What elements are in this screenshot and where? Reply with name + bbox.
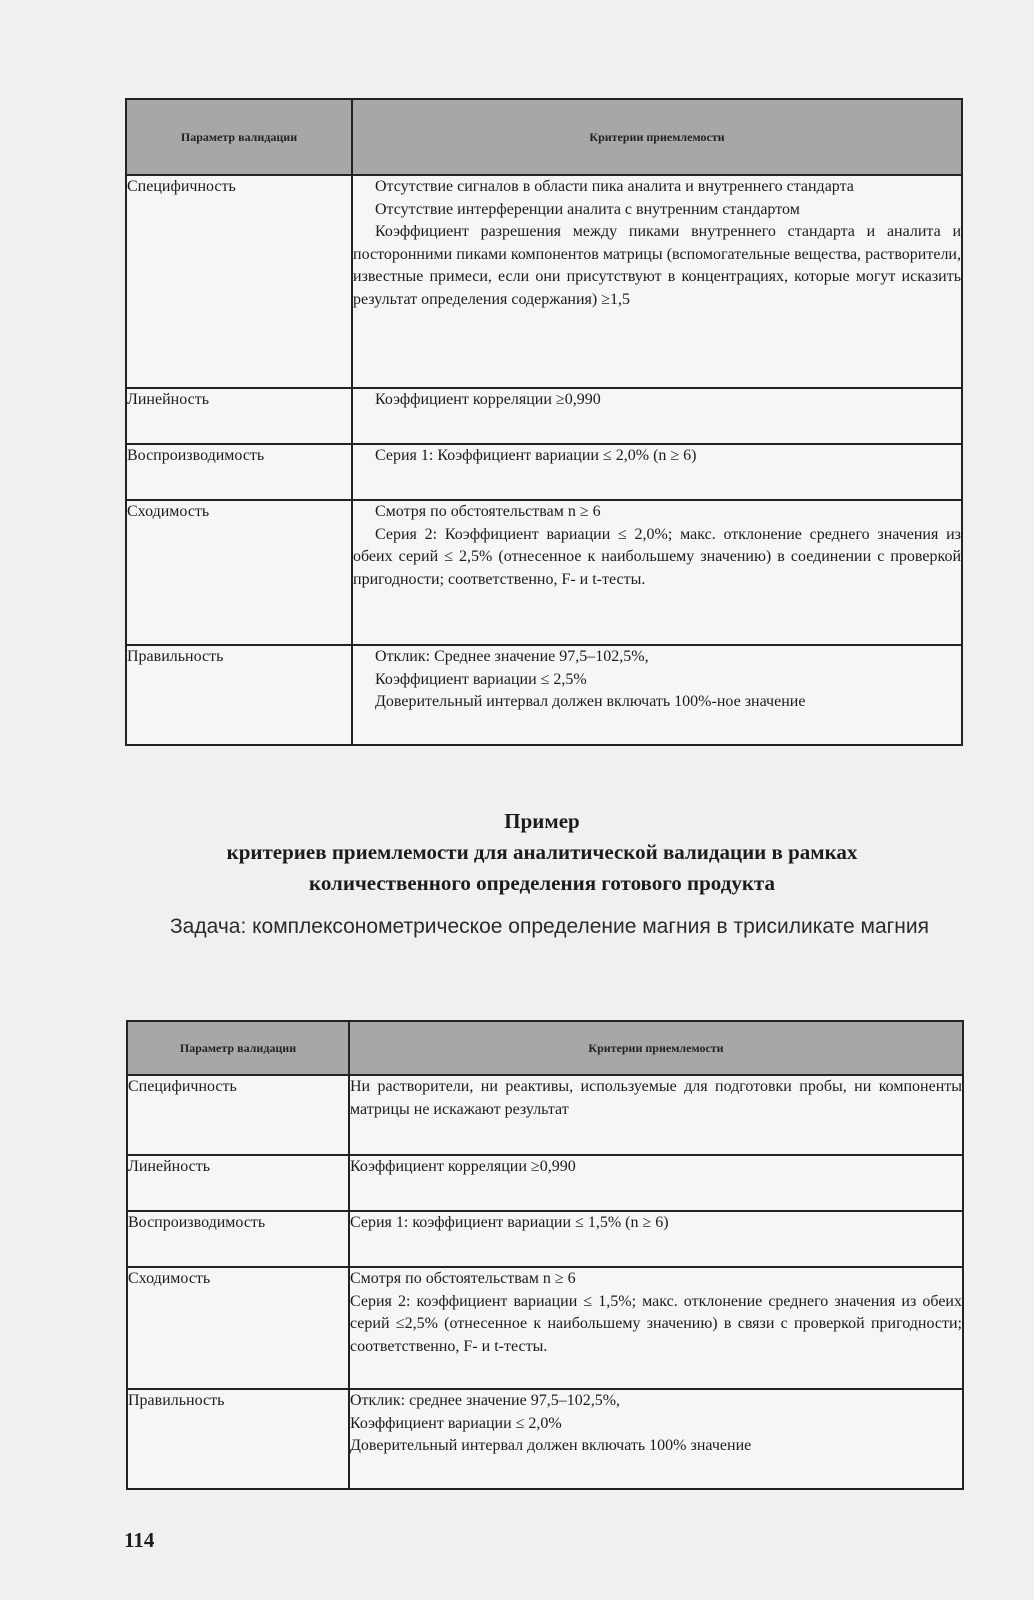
header-param: Параметр валидации [127, 1021, 349, 1075]
header-criteria: Критерии приемлемости [349, 1021, 963, 1075]
param-cell: Специфичность [126, 175, 352, 388]
table-row [127, 1211, 963, 1267]
criteria-line: Коэффициент корреляции ≥0,990 [350, 1158, 576, 1175]
table-row [126, 444, 962, 500]
heading-line: количественного определения готового продукта [309, 871, 775, 895]
criteria-line: Отклик: Среднее значение 97,5–102,5%, [375, 648, 649, 665]
criteria-cell [352, 500, 962, 645]
criteria-cell [349, 1155, 963, 1211]
header-param: Параметр валидации [126, 99, 352, 175]
header-criteria: Критерии приемлемости [352, 99, 962, 175]
criteria-cell [349, 1075, 963, 1155]
param-cell: Сходимость [126, 500, 352, 645]
param-cell: Воспроизводимость [127, 1211, 349, 1267]
param-cell: Правильность [127, 1389, 349, 1489]
table-row [127, 1075, 963, 1155]
param-cell: Сходимость [127, 1267, 349, 1389]
criteria-line: Отклик: среднее значение 97,5–102,5%, [350, 1392, 621, 1409]
criteria-cell [349, 1389, 963, 1489]
criteria-line: Коэффициент вариации ≤ 2,5% [375, 670, 587, 688]
param-cell: Линейность [126, 388, 352, 444]
table-row [126, 175, 962, 388]
param-cell: Линейность [127, 1155, 349, 1211]
table-row [127, 1155, 963, 1211]
section-heading [120, 806, 964, 899]
criteria-cell [352, 175, 962, 388]
criteria-cell [352, 388, 962, 444]
param-cell: Специфичность [127, 1075, 349, 1155]
table-row [126, 500, 962, 645]
task-paragraph: Задача: комплексонометрическое определение магния в трисиликате магния [170, 915, 930, 938]
table-row [126, 388, 962, 444]
table-row [126, 645, 962, 745]
criteria-line: Смотря по обстоятельствам n ≥ 6 [350, 1270, 576, 1287]
param-cell: Воспроизводимость [126, 444, 352, 500]
criteria-cell [352, 645, 962, 745]
criteria-line: Коэффициент корреляции ≥0,990 [375, 391, 601, 408]
heading-line: Пример [504, 809, 580, 833]
criteria-line: Доверительный интервал должен включать 100% значение [350, 1437, 752, 1454]
criteria-line: Коэффициент вариации ≤ 2,0% [350, 1414, 562, 1432]
criteria-line: Серия 1: Коэффициент вариации ≤ 2,0% (n ≥ 6) [375, 447, 697, 464]
criteria-line: Ни растворители, ни реактивы, используемые для подготовки пробы, ни компоненты матрицы не искажают результат [350, 1078, 962, 1118]
table-row [127, 1267, 963, 1389]
criteria-line: Серия 2: Коэффициент вариации ≤ 2,0%; макс. отклонение среднего значения из обеих серий ≤ 2,5% (отнесенное к наибольшему значению) в соединении с проверкой пригодности; соответственно, F- и t-тесты. [353, 525, 961, 588]
criteria-line: Серия 1: коэффициент вариации ≤ 1,5% (n ≥ 6) [350, 1214, 669, 1231]
criteria-line: Доверительный интервал должен включать 100%-ное значение [375, 693, 806, 710]
criteria-line: Серия 2: коэффициент вариации ≤ 1,5%; макс. отклонение среднего значения из обеих серий ≤2,5% (отнесенное к наибольшему значению) в связи с проверкой пригодности; соответственно, F- и t-тесты. [350, 1292, 962, 1355]
criteria-table-2 [126, 1020, 964, 1490]
criteria-line: Коэффициент разрешения между пиками внутреннего стандарта и аналита и посторонними пиками компонентов матрицы (вспомогательные вещества, растворители, известные примеси, если они присутствуют в концентрациях, которые могут исказить результат определения содержания) ≥1,5 [353, 223, 961, 308]
criteria-table-1 [125, 98, 963, 746]
criteria-line: Смотря по обстоятельствам n ≥ 6 [375, 503, 601, 520]
criteria-line: Отсутствие сигналов в области пика аналита и внутреннего стандарта [375, 178, 854, 195]
param-cell: Правильность [126, 645, 352, 745]
heading-line: критериев приемлемости для аналитической валидации в рамках [226, 840, 858, 864]
table-row [127, 1389, 963, 1489]
page-number: 114 [124, 1528, 155, 1552]
criteria-cell [349, 1211, 963, 1267]
criteria-cell [352, 444, 962, 500]
criteria-cell [349, 1267, 963, 1389]
criteria-line: Отсутствие интерференции аналита с внутренним стандартом [375, 200, 800, 218]
